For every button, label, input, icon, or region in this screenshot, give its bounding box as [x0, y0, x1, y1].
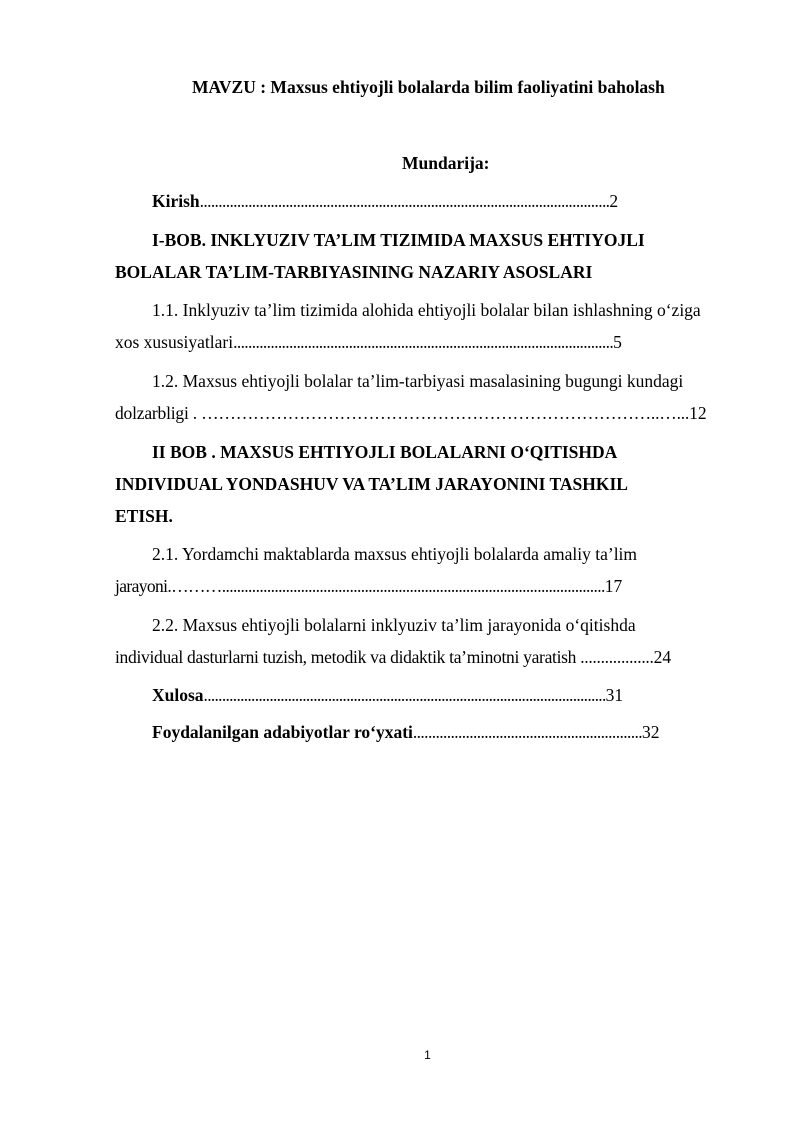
- toc-entry-introduction: [152, 190, 618, 212]
- toc-section-1-1-line2: [115, 331, 622, 353]
- toc-section-2-2-line2: [115, 646, 671, 668]
- toc-entry-conclusion: [152, 684, 623, 706]
- toc-entry-label: Kirish: [152, 191, 200, 211]
- toc-section-2-2-line1: 2.2. Maxsus ehtiyojli bolalarni inklyuziv ta’lim jarayonida o‘qitishda: [152, 615, 636, 635]
- toc-section-2-1-line2: [115, 575, 622, 597]
- toc-entry-page: 2: [609, 191, 619, 211]
- toc-entry-page: 24: [653, 647, 672, 667]
- toc-chapter-1-line2: BOLALAR TA’LIM-TARBIYASINING NAZARIY ASOSLARI: [115, 262, 593, 282]
- toc-entry-label: individual dasturlarni tuzish, metodik va didaktik ta’minotni yaratish ..................: [115, 647, 654, 667]
- toc-entry-label: Xulosa: [152, 685, 204, 705]
- toc-entry-label: xos xususiyatlari: [115, 332, 234, 352]
- toc-chapter-2-line1: II BOB . MAXSUS EHTIYOJLI BOLALARNI O‘QITISHDA: [152, 442, 618, 462]
- toc-entry-page: 31: [605, 685, 624, 705]
- toc-chapter-1-line1: I-BOB. INKLYUZIV TA’LIM TIZIMIDA MAXSUS EHTIYOJLI: [152, 230, 645, 250]
- toc-chapter-2-line3: ETISH.: [115, 506, 173, 526]
- toc-entry-page: 5: [613, 332, 622, 352]
- toc-entry-leader: ......................................................................................................: [233, 332, 614, 352]
- toc-entry-page: 32: [641, 722, 660, 742]
- toc-entry-label: jarayoni.………......................................................................................................: [115, 576, 605, 596]
- toc-entry-label: Foydalanilgan adabiyotlar ro‘yxati: [152, 722, 413, 742]
- toc-entry-leader: ..............................................................................................................: [199, 191, 610, 211]
- toc-section-1-1-line1: 1.1. Inklyuziv ta’lim tizimida alohida ehtiyojli bolalar bilan ishlashning o‘ziga: [152, 300, 701, 320]
- toc-entry-leader: ..............................................................................................................: [203, 685, 606, 705]
- page-number: 1: [424, 1048, 431, 1062]
- toc-section-2-1-line1: 2.1. Yordamchi maktablarda maxsus ehtiyojli bolalarda amaliy ta’lim: [152, 544, 638, 564]
- topic-title: MAVZU : Maxsus ehtiyojli bolalarda bilim faoliyatini baholash: [192, 77, 665, 97]
- toc-entry-page: 17: [604, 576, 623, 596]
- toc-chapter-2-line2: INDIVIDUAL YONDASHUV VA TA’LIM JARAYONINI TASHKIL: [115, 474, 628, 494]
- toc-entry-leader: .............................................................: [412, 722, 642, 742]
- toc-entry-page: 12: [689, 403, 707, 423]
- toc-section-1-2-line1: 1.2. Maxsus ehtiyojli bolalar ta’lim-tarbiyasi masalasining bugungi kundagi: [152, 371, 684, 391]
- toc-section-1-2-line2: [115, 402, 707, 424]
- toc-heading: Mundarija:: [402, 153, 490, 173]
- toc-entry-references: [152, 721, 659, 743]
- toc-entry-label: dolzarbligi . ……………………………………………………………………..…...: [115, 403, 690, 423]
